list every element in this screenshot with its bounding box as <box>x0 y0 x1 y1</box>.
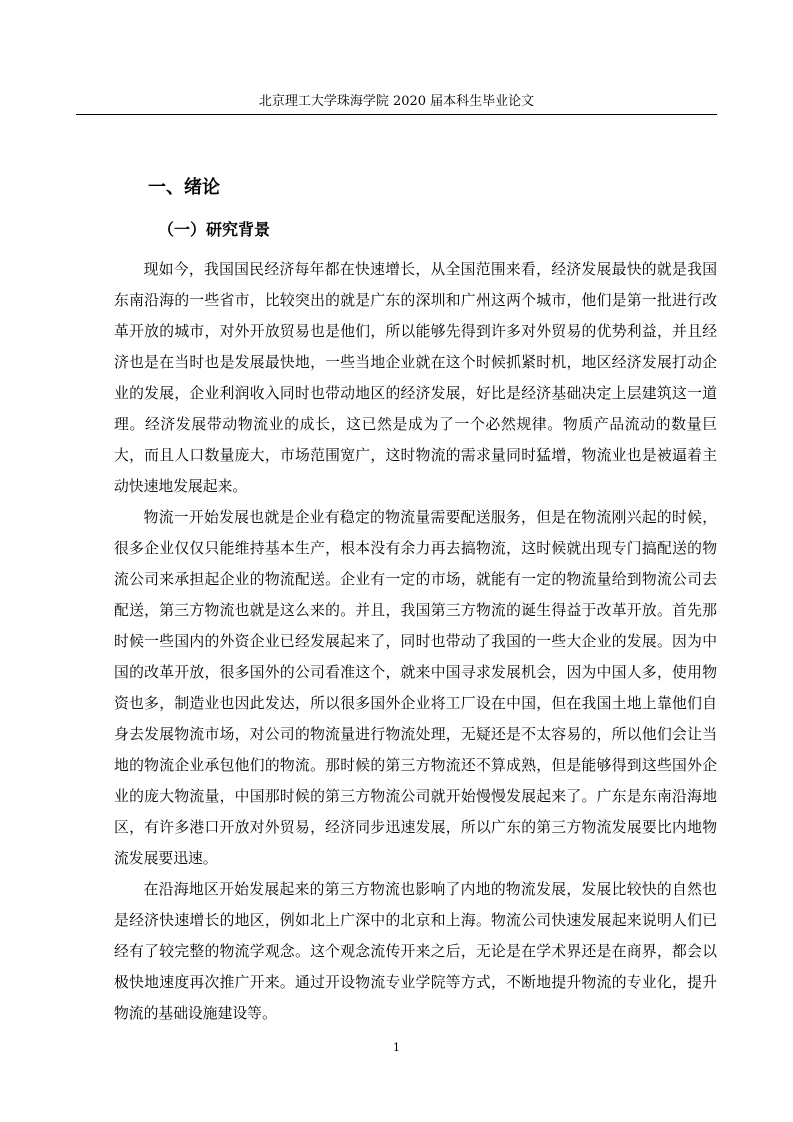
page-number: 1 <box>393 1041 400 1054</box>
paragraph-2: 物流一开始发展也就是企业有稳定的物流量需要配送服务，但是在物流刚兴起的时候，很多企业仅仅只能维持基本生产，根本没有余力再去搞物流，这时候就出现专门搞配送的物流公司来承担起企业的物流配送。企业有一定的市场，就能有一定的物流量给到物流公司去配送，第三方物流也就是这么来的。并且，我国第三方物流的诞生得益于改革开放。首先那时候一些国内的外资企业已经发展起来了，同时也带动了我国的一些大企业的发展。因为中国的改革开放，很多国外的公司看准这个，就来中国寻求发展机会，因为中国人多，使用物资也多，制造业也因此发达，所以很多国外企业将工厂设在中国，但在我国土地上靠他们自身去发展物流市场，对公司的物流量进行物流处理，无疑还是不太容易的，所以他们会让当地的物流企业承包他们的物流。那时候的第三方物流还不算成熟，但是能够得到这些国外企业的庞大物流量，中国那时候的第三方物流公司就开始慢慢发展起来了。广东是东南沿海地区，有许多港口开放对外贸易，经济同步迅速发展，所以广东的第三方物流发展要比内地物流发展要迅速。 <box>114 509 717 867</box>
body-text <box>114 254 717 1029</box>
paragraph-1: 现如今，我国国民经济每年都在快速增长，从全国范围来看，经济发展最快的就是我国东南沿海的一些省市，比较突出的就是广东的深圳和广州这两个城市，他们是第一批进行改革开放的城市，对外开放贸易也是他们，所以能够先得到许多对外贸易的优势利益，并且经济也是在当时也是发展最快地，一些当地企业就在这个时候抓紧时机，地区经济发展打动企业的发展，企业利润收入同时也带动地区的经济发展，好比是经济基础决定上层建筑这一道理。经济发展带动物流业的成长，这已然是成为了一个必然规律。物质产品流动的数量巨大，而且人口数量庞大，市场范围宽广，这时物流的需求量同时猛增，物流业也是被逼着主动快速地发展起来。 <box>114 261 717 495</box>
subsection-heading: （一）研究背景 <box>158 220 271 239</box>
header-rule <box>76 114 717 115</box>
section-heading: 一、绪论 <box>148 177 220 198</box>
paragraph-3: 在沿海地区开始发展起来的第三方物流也影响了内地的物流发展，发展比较快的自然也是经济快速增长的地区，例如北上广深中的北京和上海。物流公司快速发展起来说明人们已经有了较完整的物流学观念。这个观念流传开来之后，无论是在学术界还是在商界，都会以极快地速度再次推广开来。通过开设物流专业学院等方式，不断地提升物流的专业化，提升物流的基础设施建设等。 <box>114 881 717 1022</box>
running-header: 北京理工大学珠海学院 2020 届本科生毕业论文 <box>258 94 535 109</box>
